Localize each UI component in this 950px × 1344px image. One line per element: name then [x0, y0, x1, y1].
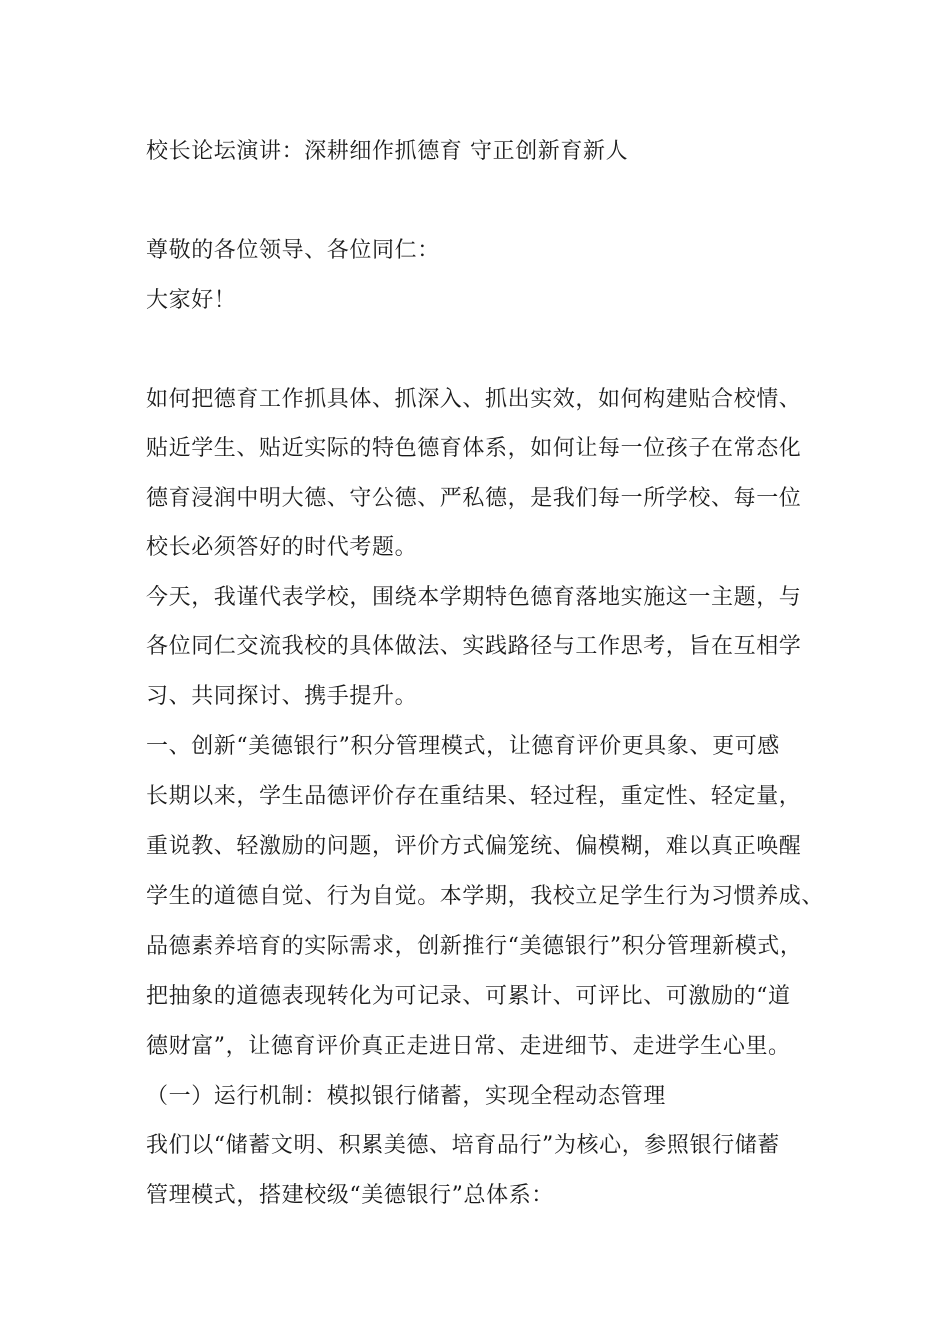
body-line: 德育浸润中明大德、守公德、严私德，是我们每一所学校、每一位 — [146, 486, 802, 511]
body-line: 把抽象的道德表现转化为可记录、可累计、可评比、可激励的“道 — [146, 984, 791, 1009]
body-line: 品德素养培育的实际需求，创新推行“美德银行”积分管理新模式， — [146, 934, 803, 959]
document-title: 校长论坛演讲：深耕细作抓德育 守正创新育新人 — [146, 139, 629, 164]
body-line: 学生的道德自觉、行为自觉。本学期，我校立足学生行为习惯养成、 — [146, 884, 825, 909]
body-line: 长期以来，学生品德评价存在重结果、轻过程，重定性、轻定量， — [146, 784, 802, 809]
greeting: 大家好！ — [146, 288, 237, 313]
body-line: 我们以“储蓄文明、积累美德、培育品行”为核心，参照银行储蓄 — [146, 1133, 780, 1158]
body-line: 习、共同探讨、携手提升。 — [146, 684, 418, 709]
body-line: 德财富”，让德育评价真正走进日常、走进细节、走进学生心里。 — [146, 1034, 791, 1059]
body-line: 各位同仁交流我校的具体做法、实践路径与工作思考，旨在互相学 — [146, 634, 802, 659]
body-line: 重说教、轻激励的问题，评价方式偏笼统、偏模糊，难以真正唤醒 — [146, 834, 802, 859]
body-line: 如何把德育工作抓具体、抓深入、抓出实效，如何构建贴合校情、 — [146, 387, 802, 412]
salutation: 尊敬的各位领导、各位同仁： — [146, 238, 440, 263]
body-line: 校长必须答好的时代考题。 — [146, 535, 418, 560]
body-line: 今天，我谨代表学校，围绕本学期特色德育落地实施这一主题，与 — [146, 585, 802, 610]
section-heading: 一、创新“美德银行”积分管理模式，让德育评价更具象、更可感 — [146, 734, 780, 759]
subsection-heading: （一）运行机制：模拟银行储蓄，实现全程动态管理 — [146, 1084, 666, 1109]
body-line: 贴近学生、贴近实际的特色德育体系，如何让每一位孩子在常态化 — [146, 436, 802, 461]
body-line: 管理模式，搭建校级“美德银行”总体系： — [146, 1183, 554, 1208]
